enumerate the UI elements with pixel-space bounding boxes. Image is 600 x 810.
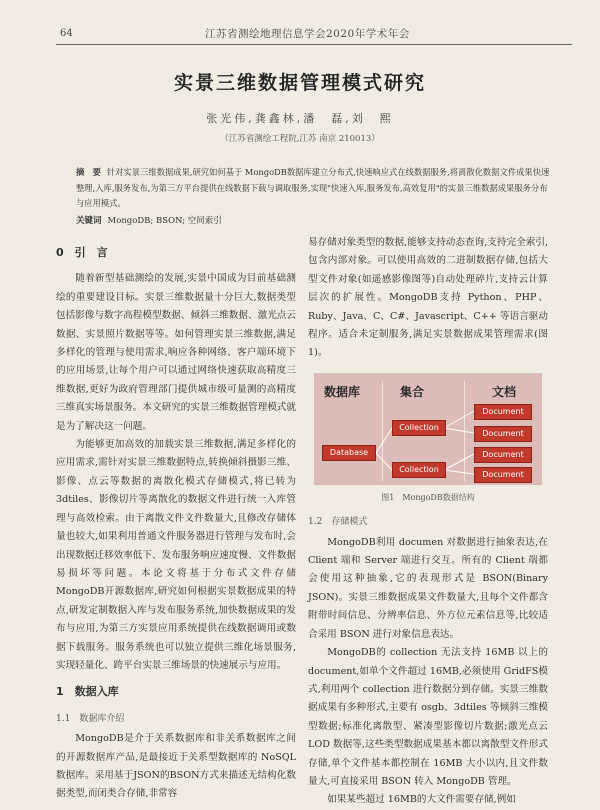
right-column [308, 234, 548, 810]
database-box: Database [322, 445, 376, 461]
paragraph: 如果某些超过 16MB的大文件需要存储,例如 [327, 794, 516, 806]
figure-label-document: 文档 [492, 384, 517, 399]
running-header [0, 0, 600, 40]
section-0-heading: 0 引 言 [56, 246, 108, 259]
document-box: Document [474, 426, 532, 442]
section-1-heading: 1 数据入库 [56, 685, 119, 699]
paragraph: 随着新型基础测绘的发展,实景中国成为目前基础测绘的重要建设目标。实景三维数据量十分巨大,数据类型包括影像与数字高程模型数据、倾斜三维数据、激光点云数据、实景照片数据等等。如何管理实景三维数据,满足多样化的管理与使用需求,响应各种网络、客户端环境下的应用场景,让每个用户可以通过网络快速获取高精度三维数据,更好为政府管理部门提供城市级可量测的高精度三维真实场景服务。本文研究的实景三维数据管理模式就是为了解决这一问题。 [56, 273, 296, 432]
keywords-label: 关键词 [76, 216, 102, 226]
keywords [76, 214, 550, 226]
paragraph: MongoDB是介于关系数据库和非关系数据库之间的开源数据库产品,是最接近于关系型数据库的 NoSQL数据库。采用基于JSON的BSON方式来描述无结构化数据类型,而闭类合存储,非常容 [56, 733, 296, 800]
collection-box: Collection [392, 420, 446, 436]
paragraph: 易存储对象类型的数据,能够支持动态查询,支持完全索引,包含内部对象。可以使用高效的二进制数据存储,包括大型文件对象(如遥感影像图等)自动处理碎片,支持云计算层次的扩展性。MongoDB支持 Python、PHP、Ruby、Java、C、C#、Javascript、C++ 等语言驱动程序。适合未定制服务,满足实景数据成果管理需求(图1)。 [308, 237, 548, 359]
document-box: Document [474, 447, 532, 463]
subsection-1-1-heading: 1.1 数据库介绍 [56, 713, 125, 724]
abstract-text: 针对实景三维数据成果,研究如何基于 MongoDB数据库建立分布式,快速响应式在线数据服务,将离散化数据文件成果快速整理,入库,服务发布,为第三方平台提供在线数据下载与调取服务,实现"快速入库,服务发布,高效复用"的实景三维数据成果服务分布与应用模式。 [76, 167, 550, 208]
figure-label-collection: 集合 [400, 384, 425, 399]
paragraph: MongoDB利用 documen 对数据进行抽象表达,在 Client 端和 Server 端进行交互。所有的 Client 端都会使用这种抽象,它的表现形式是 BSON(Binary JSON)。实景三维数据成果文件数量大,且每个文件都含附带时间信息、分辨率信息、外方位元素信息等,比较适合采用 BSON 进行对象信息表达。 [308, 536, 548, 640]
abstract [76, 165, 550, 212]
figure-caption: 图1 MongoDB数据结构 [381, 492, 475, 502]
page-number: 64 [60, 28, 73, 39]
subsection-1-2-heading: 1.2 存储模式 [308, 517, 368, 528]
keywords-text: MongoDB; BSON; 空间索引 [107, 216, 222, 226]
left-column [56, 242, 296, 804]
document-box: Document [474, 467, 532, 483]
abstract-label: 摘 要 [76, 167, 101, 177]
paragraph: MongoDB的 collection 无法支持 16MB 以上的 document,如单个文件超过 16MB,必须使用 GridFS模式,利用两个 collection 进行数据分到存储。实景三维数据成果有多种形式,主要有 osgb、3dtiles 等倾斜三维模型数据;标准化离散型、紧凑型影像切片数据;激光点云 LOD 数据等,这些类型数据成果基本都以离散型文件形式存储,单个文件基本都控制在 16MB 大小以内,且文件数量大,可直接采用 BSON 转入 MongoDB 管理。 [308, 647, 548, 787]
figure-mongodb-structure [314, 373, 542, 485]
header-rule [56, 44, 572, 45]
figure-label-database: 数据库 [324, 384, 361, 399]
affiliation: （江苏省测绘工程院,江苏 南京 210013） [220, 134, 380, 144]
collection-box: Collection [392, 462, 446, 478]
paper-title: 实景三维数据管理模式研究 [173, 72, 426, 94]
paragraph: 为能够更加高效的加载实景三维数据,满足多样化的应用需求,需针对实景三维数据特点,转换倾斜摄影三维、影像、点云等数据的离散化模式存储模式,将已转为 3dtiles、影像切片等离散化的数据文件进行统一入库管理与高效检索。由于离散文件文件数量大,且修改存储体量也较大,如果利用普通文件服务器进行管理与发布时,会出现数据迁移效率低下、发布服务响应速度慢、文件数据易损坏等问题。本论文将基于分布式文件存储 MongoDB开源数据库,研究如何根据实景数据成果的特点,研发定制数据入库与发布服务系统,加快数据成果的发布与应用,为第三方实景应用系统提供在线数据调用或数据下载服务。服务系统也可以独立提供三维化场景服务,实现轻量化、跨平台实景三维场景的快速展示与应用。 [56, 439, 296, 671]
journal-title: 江苏省测绘地理信息学会2020年学术年会 [205, 28, 410, 40]
document-box: Document [474, 404, 532, 420]
authors: 张光伟,龚鑫林,潘 磊,刘 熙 [206, 112, 394, 125]
